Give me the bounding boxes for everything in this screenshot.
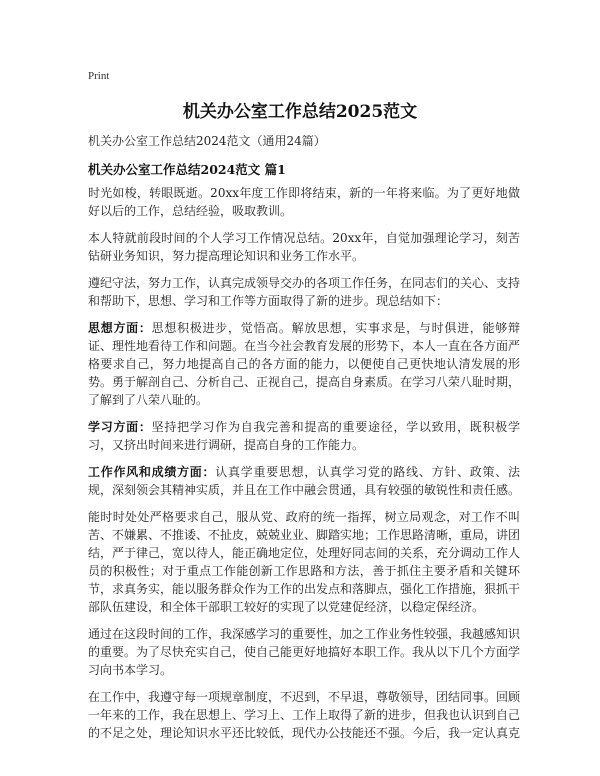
paragraph-2 [88,229,520,265]
document-body [88,184,520,751]
paragraph-9 [88,688,520,742]
paragraph-text: 通过在这段时间的工作，我深感学习的重要性，加之工作业务性较强，我越感知识的重要。为了尽快充实自己，使自己能更好地搞好本职工作。我从以下几个方面学习向书本学习。 [88,627,521,677]
paragraph-text: 坚持把学习作为自我完善和提高的重要途径，学以致用，既积极学习，又挤出时间来进行调研，提高自身的工作能力。 [88,420,520,452]
document-title: 机关办公室工作总结2025范文 [182,102,418,122]
paragraph-lead: 思想方面： [88,321,152,335]
document-subtitle: 机关办公室工作总结2024范文（通用24篇） [88,134,326,148]
section-heading: 机关办公室工作总结2024范文 篇1 [88,162,286,177]
paragraph-lead: 工作作风和成绩方面： [88,465,216,479]
paragraph-1 [88,184,520,220]
paragraph-text: 在工作中，我遵守每一项规章制度，不迟到，不早退，尊敬领导，团结同事。回顾一年来的工作，我在思想上、学习上、工作上取得了新的进步，但我也认识到自己的不足之处，理论知识水平还比较低，现代办公技能还不强。今后，我一定认真克 [88,690,521,740]
paragraph-text: 遵纪守法，努力工作，认真完成领导交办的各项工作任务，在同志们的关心、支持和帮助下，思想、学习和工作等方面取得了新的进步。现总结如下： [88,276,521,308]
paragraph-study [88,418,520,454]
print-label: Print [88,70,110,82]
paragraph-text: 本人特就前段时间的个人学习工作情况总结。20xx年，自觉加强理论学习，刻苦钻研业务知识，努力提高理论知识和业务工作水平。 [88,231,520,263]
paragraph-7 [88,508,520,616]
paragraph-lead: 学习方面： [88,420,152,434]
paragraph-8 [88,625,520,679]
paragraph-text: 时光如梭，转眼既逝。20xx年度工作即将结束，新的一年将来临。为了更好地做好以后的工作，总结经验，吸取教训。 [88,186,520,218]
paragraph-text: 思想积极进步，觉悟高。解放思想，实事求是，与时俱进，能够辩证、理性地看待工作和问题。在当今社会教育发展的形势下，本人一直在各方面严格要求自己，努力地提高自己的各方面的能力，以便使自己更快地认清发展的形势。勇于解剖自己、分析自己、正视自己，提高自身素质。在学习八荣八耻时期，了解到了八荣八耻的。 [88,321,521,407]
paragraph-text: 认真学重要思想，认真学习党的路线、方针、政策、法规，深刻领会其精神实质，并且在工作中融会贯通，具有较强的敏锐性和责任感。 [88,465,521,497]
paragraph-work-style [88,463,520,499]
paragraph-3 [88,274,520,310]
paragraph-text: 能时时处处严格要求自己，服从党、政府的统一指挥，树立局观念，对工作不叫苦、不嫌累、不推诿、不扯皮，兢兢业业、脚踏实地；工作思路清晰，重局，讲团结，严于律己，宽以待人，能正确地定位，处理好同志间的关系，充分调动工作人员的积极性；对于重点工作能创新工作思路和方法，善于抓住主要矛盾和关键环节，求真务实，能以服务群众作为工作的出发点和落脚点，强化工作措施，狠抓干部队伍建设，和全体干部职工较好的实现了以党建促经济，以稳定保经济。 [88,510,521,614]
paragraph-thought [88,319,520,409]
